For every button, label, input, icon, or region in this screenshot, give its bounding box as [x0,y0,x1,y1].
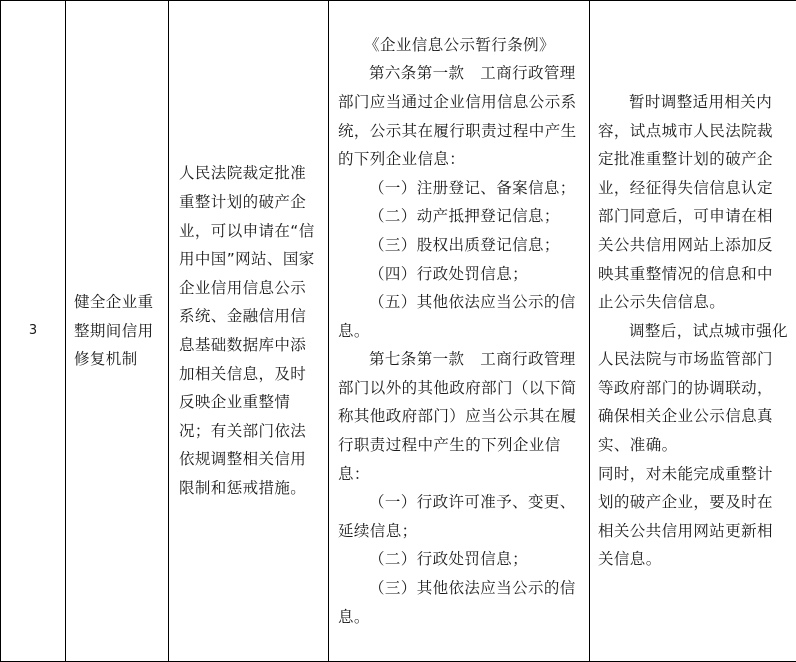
law-paragraph: （一）行政许可准予、变更、延续信息； [338,493,576,540]
adjustment-paragraph: 暂时调整适用相关内容，试点城市人民法院裁定批准重整计划的破产企业，经征得失信信息认定部门同意后，可申请在相关公共信用网站上添加反映其重整情况的信息和中止公示失信信息。 [598,92,773,312]
current-provision-text: 人民法院裁定批准重整计划的破产企业，可以申请在“信用中国”网站、国家企业信用信息公示系统、金融信用信息基础数据库中添加相关信息，及时反映企业重整情况；有关部门依法依规调整相关信用限制和惩戒措施。 [179,164,315,497]
table-row [1,1,796,662]
current-provision-cell [169,1,329,662]
law-paragraph: （五）其他依法应当公示的信息。 [338,293,576,340]
adjustment-paragraph: 调整后，试点城市强化人民法院与市场监管部门等政府部门的协调联动，确保相关企业公示信息真实、准确。 [598,321,789,455]
adjustment-block [590,88,796,574]
law-paragraph: （二）行政处罚信息； [369,550,529,569]
adjustment-cell [590,1,796,662]
row-number-cell [1,1,66,662]
law-paragraph: 第六条第一款 工商行政管理部门应当通过企业信用信息公示系统，公示其在履行职责过程中产生的下列企业信息： [338,64,577,169]
law-provision-cell [329,1,590,662]
item-cell [66,1,169,662]
law-paragraph: （一）注册登记、备案信息； [369,178,576,197]
law-paragraph: （四）行政处罚信息； [369,264,529,283]
row-number: 3 [28,323,38,338]
law-provision-block [329,31,589,631]
law-paragraph: 第七条第一款 工商行政管理部门以外的其他政府部门（以下简称其他政府部门）应当公示其在履行职责过程中产生的下列企业信息： [338,350,577,483]
law-paragraph: （三）其他依法应当公示的信息。 [338,579,576,626]
item-text: 健全企业重整期间信用修复机制 [74,293,154,369]
adjustment-paragraph: 同时，对未能完成重整计划的破产企业，要及时在相关公共信用网站更新相关信息。 [598,464,773,569]
law-paragraph: （二）动产抵押登记信息； [369,207,560,226]
law-paragraph: （三）股权出质登记信息； [369,235,560,254]
law-title: 《企业信息公示暂行条例》 [364,35,555,54]
